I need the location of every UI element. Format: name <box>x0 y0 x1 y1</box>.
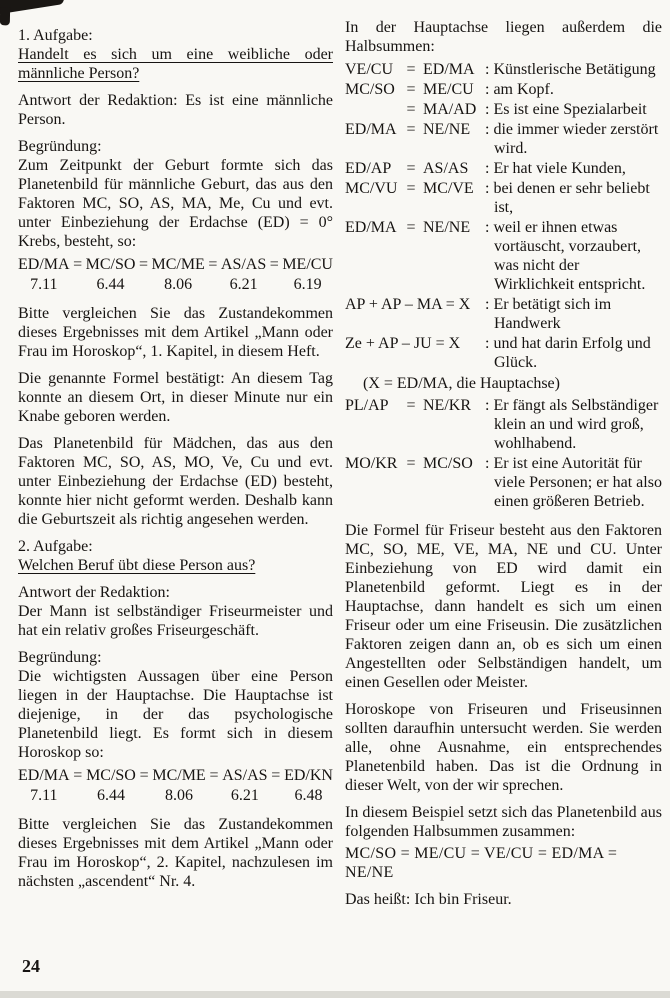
formula-value: 6.21 <box>230 787 259 804</box>
halfsum-formula: Ze + AP – JU = X <box>345 335 461 352</box>
confirm1-paragraph: Die genannte Formel bestätigt: An diesem Tag konnte an diesem Ort, in dieser Minute nur ein Knabe geboren werden. <box>18 370 333 425</box>
halfsum-desc: : Er ist eine Autorität für viele Personen; er hat also einen größeren Betrieb. <box>485 455 662 510</box>
task2-question: Welchen Beruf übt diese Person aus? <box>18 557 256 574</box>
equals-sign: = <box>73 256 83 273</box>
equals-sign: = <box>138 256 148 273</box>
answer1-paragraph: Antwort der Redaktion: Es ist eine männliche Person. <box>18 92 333 128</box>
halfsum-row <box>345 159 662 178</box>
halfsum-note: (X = ED/MA, die Hauptachse) <box>363 375 560 392</box>
halfsum-desc: : die immer wieder zerstört wird. <box>485 121 659 157</box>
halfsum-desc: : Er hat viele Kunden, <box>485 160 626 177</box>
equals-sign: = <box>406 81 416 98</box>
halfsum-rhs: NE/NE <box>423 219 471 236</box>
halfsum-lhs: MC/SO <box>345 81 395 98</box>
formula-term: ME/CU <box>282 256 333 273</box>
scan-corner-artifact <box>0 0 65 16</box>
final-line: Das heißt: Ich bin Friseur. <box>345 891 512 908</box>
halfsum-rhs: MC/VE <box>423 180 474 197</box>
halfsum-row <box>345 454 662 511</box>
friseur-paragraph: Die Formel für Friseur besteht aus den Faktoren MC, SO, ME, VE, MA, NE und CU. Unter Einbeziehung von ED wird damit ein Planetenbild geformt. Liegt es in der Hauptachse, dann handelt es sich um einen Friseur oder um eine Friseusin. Die zusätzlichen Faktoren zeigen dann an, ob es sich um einen Angestellten oder Selbständigen handelt, um einen Gesellen oder Meister. <box>345 522 662 691</box>
formula-term: MC/SO <box>86 767 136 784</box>
reason2-label: Begründung: <box>18 649 102 666</box>
planet-formula-2 <box>18 766 333 805</box>
formula-cell <box>282 255 333 294</box>
halfsums-intro: In der Hauptachse liegen außerdem die Halbsummen: <box>345 19 662 55</box>
final-formula: MC/SO = ME/CU = VE/CU = ED/MA = NE/NE <box>345 845 618 881</box>
formula-term: ED/MA <box>18 256 70 273</box>
equals-sign: = <box>406 397 416 414</box>
halfsum-rhs: NE/KR <box>423 397 471 414</box>
halfsum-lhs: ED/MA <box>345 219 397 236</box>
halfsum-rhs: MC/SO <box>423 455 473 472</box>
page-number: 24 <box>22 956 40 976</box>
halfsum-desc: : Er betätigt sich im Handwerk <box>485 296 612 332</box>
task2-label: 2. Aufgabe: <box>18 538 93 555</box>
formula-cell <box>221 255 266 294</box>
halfsum-lhs: ED/AP <box>345 160 392 177</box>
halfsum-row <box>345 218 662 294</box>
compare2-paragraph: Bitte vergleichen Sie das Zustandekommen dieses Ergebnisses mit dem Artikel „Mann oder Frau im Horoskop“, 2. Kapitel, nachzulesen im nächsten „ascendent“ Nr. 4. <box>18 816 333 890</box>
reason1-label: Begründung: <box>18 138 102 155</box>
equals-sign: = <box>406 121 416 138</box>
formula-term: MC/ME <box>152 767 206 784</box>
horoskope-paragraph: Horoskope von Friseuren und Friseusinnen sollten daraufhin untersucht werden. Sie werden alle, ohne Ausnahme, ein entsprechendes Planetenbild haben. Das ist die Ordnung in dieser Welt, von der wir sprechen. <box>345 701 662 794</box>
halfsum-lhs: MO/KR <box>345 455 398 472</box>
scan-bottom-bar <box>0 991 670 998</box>
halfsum-lhs: MC/VU <box>345 180 398 197</box>
halfsum-desc: : Er fängt als Selbständiger klein an und wird groß, wohlhabend. <box>485 397 659 452</box>
equals-sign: = <box>139 767 149 784</box>
halfsum-desc: : Künstlerische Betätigung <box>485 61 656 78</box>
halfsum-rhs: MA/AD <box>423 101 477 118</box>
equals-sign: = <box>73 767 83 784</box>
halfsum-lhs: PL/AP <box>345 397 389 414</box>
halfsum-row <box>345 120 662 158</box>
halfsum-rhs: NE/NE <box>423 121 471 138</box>
halfsum-row-wide <box>345 295 662 333</box>
equals-sign: = <box>406 101 416 118</box>
compare1-paragraph: Bitte vergleichen Sie das Zustandekommen dieses Ergebnisses mit dem Artikel „Mann oder Frau im Horoskop“, 1. Kapitel, in diesem Heft. <box>18 305 333 360</box>
halfsum-rhs: AS/AS <box>423 160 469 177</box>
formula-value: 6.21 <box>229 276 258 293</box>
formula-term: MC/SO <box>85 256 136 273</box>
formula-term: ED/KN <box>284 767 333 784</box>
formula-term: MC/ME <box>151 256 205 273</box>
halfsum-desc: : und hat darin Erfolg und Glück. <box>485 335 651 371</box>
equals-sign: = <box>406 455 416 472</box>
equals-sign: = <box>406 180 416 197</box>
halfsum-row-wide <box>345 334 662 372</box>
halfsum-row <box>345 60 662 79</box>
task1-question: Handelt es sich um eine weibliche oder männliche Person? <box>18 46 333 82</box>
halfsum-row <box>345 100 662 119</box>
formula-value: 6.44 <box>96 276 125 293</box>
halfsum-desc: : am Kopf. <box>485 81 554 98</box>
halfsum-desc: : weil er ihnen etwas vortäuscht, vorzaubert, was nicht der Wirklichkeit entspricht. <box>485 219 646 293</box>
task1-label: 1. Aufgabe: <box>18 27 93 44</box>
formula-value: 8.06 <box>164 276 193 293</box>
formula-value: 7.11 <box>30 276 58 293</box>
halfsum-desc: : bei denen er sehr beliebt ist, <box>485 180 650 216</box>
formula-cell <box>284 766 333 805</box>
formula-value: 6.19 <box>293 276 322 293</box>
formula-cell <box>86 255 136 294</box>
formula-cell <box>18 255 70 294</box>
formula-value: 6.48 <box>294 787 323 804</box>
formula-term: AS/AS <box>220 256 267 273</box>
halfsum-row <box>345 179 662 217</box>
answer2-paragraph: Der Mann ist selbständiger Friseurmeister und hat ein relativ großes Friseurgeschäft. <box>18 603 333 639</box>
answer2-label: Antwort der Redaktion: <box>18 584 170 601</box>
beispiel-paragraph: In diesem Beispiel setzt sich das Planetenbild aus folgenden Halbsummen zusammen: <box>345 804 662 840</box>
halfsum-rhs: ME/CU <box>423 81 474 98</box>
formula-cell <box>151 255 204 294</box>
formula-cell <box>222 766 267 805</box>
halfsum-lhs: ED/MA <box>345 121 397 138</box>
reason1-paragraph: Zum Zeitpunkt der Geburt formte sich das Planetenbild für männliche Geburt, das aus den Faktoren MC, SO, AS, MA, Me, Cu und evt. unter Einbeziehung der Erdachse (ED) = 0° Krebs, besteht, so: <box>18 157 333 250</box>
equals-sign: = <box>406 61 416 78</box>
right-column <box>345 18 662 917</box>
halfsum-row <box>345 80 662 99</box>
halfsum-rhs: ED/MA <box>423 61 475 78</box>
formula-value: 7.11 <box>30 787 58 804</box>
formula-term: AS/AS <box>222 767 268 784</box>
formula-cell <box>86 766 136 805</box>
reason2-paragraph: Die wichtigsten Aussagen über eine Person liegen in der Hauptachse. Die Hauptachse ist diejenige, in der das psychologische Planetenbild liegt. Es formt sich in diesem Horoskop so: <box>18 668 333 761</box>
equals-sign: = <box>406 160 416 177</box>
halfsum-row <box>345 396 662 453</box>
equals-sign: = <box>271 767 281 784</box>
halfsum-lhs: VE/CU <box>345 61 393 78</box>
equals-sign: = <box>209 767 219 784</box>
formula-cell <box>152 766 205 805</box>
equals-sign: = <box>208 256 218 273</box>
halfsum-desc: : Es ist eine Spezialarbeit <box>485 101 647 118</box>
equals-sign: = <box>406 219 416 236</box>
halfsum-formula: AP + AP – MA = X <box>345 296 471 313</box>
planet-formula-1 <box>18 255 333 294</box>
girls-paragraph: Das Planetenbild für Mädchen, das aus den Faktoren MC, SO, AS, MO, Ve, Cu und evt. unter Einbeziehung der Erdachse (ED) besteht, konnte hier nicht geformt werden. Deshalb kann die Geburtszeit als richtig angesehen werden. <box>18 435 333 528</box>
formula-value: 8.06 <box>165 787 194 804</box>
equals-sign: = <box>269 256 279 273</box>
formula-cell <box>18 766 70 805</box>
formula-value: 6.44 <box>96 787 125 804</box>
left-column <box>18 26 333 899</box>
halfsum-list <box>345 60 662 511</box>
halfsum-lhs <box>345 100 399 119</box>
formula-term: ED/MA <box>18 767 70 784</box>
